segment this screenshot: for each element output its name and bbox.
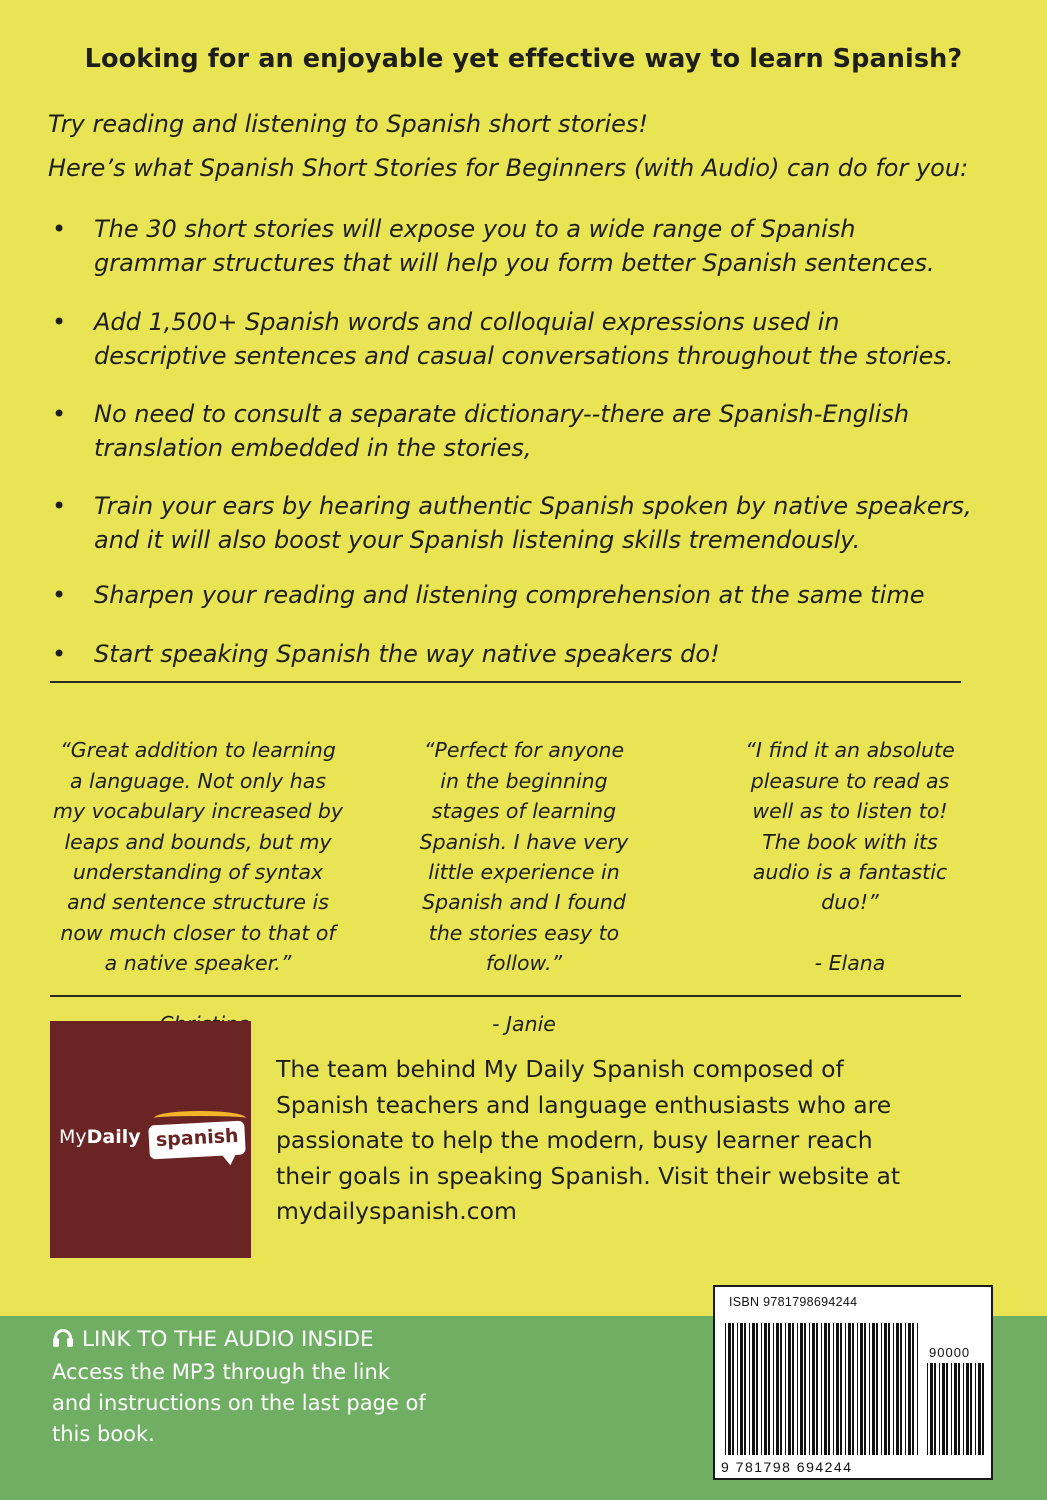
testimonial	[374, 705, 674, 1070]
bullet-icon: •	[52, 308, 67, 336]
barcode-bar	[869, 1323, 870, 1455]
list-item: Add 1,500+ Spanish words and colloquial expressions used in descriptive sentences and casual conversations throughout the stories.	[94, 308, 954, 370]
publisher-logo	[50, 1021, 251, 1258]
testimonial	[50, 705, 346, 1070]
list-item: The 30 short stories will expose you to a wide range of Spanish grammar structures that will help you form better Spanish sentences.	[94, 215, 935, 277]
barcode-bar	[905, 1323, 906, 1455]
isbn-barcode	[713, 1285, 993, 1480]
barcode-bar	[840, 1323, 842, 1455]
barcode-bar	[939, 1363, 940, 1455]
barcode-bar	[740, 1323, 743, 1455]
barcode-bar	[975, 1363, 976, 1455]
barcode-bar	[797, 1323, 798, 1455]
barcode-bar	[780, 1323, 782, 1455]
testimonial-quote: “Perfect for anyone in the beginning stages of learning Spanish. I have very little experience in Spanish and I found the stories easy to follow.”	[419, 738, 629, 976]
barcode-bar	[888, 1323, 890, 1455]
barcode-bar	[836, 1323, 839, 1455]
barcode-bar	[752, 1323, 755, 1455]
barcode-bar	[756, 1323, 758, 1455]
testimonial-quote: “I find it an absolute pleasure to read as well as to listen to! The book with its audio is a fantastic duo!”	[745, 738, 955, 915]
barcode-bars	[725, 1323, 919, 1455]
bullet-icon: •	[52, 215, 67, 243]
barcode-bar	[917, 1323, 918, 1455]
divider-top	[50, 681, 961, 683]
barcode-bar	[737, 1323, 738, 1455]
barcode-bar	[881, 1323, 882, 1455]
barcode-bar	[893, 1323, 894, 1455]
barcode-bar	[768, 1323, 770, 1455]
isbn-label: ISBN 9781798694244	[729, 1295, 858, 1309]
barcode-bar	[970, 1363, 972, 1455]
bullet-icon: •	[52, 640, 67, 668]
barcode-bar	[900, 1323, 902, 1455]
barcode-bar	[785, 1323, 786, 1455]
barcode-bar	[946, 1363, 948, 1455]
headline: Looking for an enjoyable yet effective way to learn Spanish?	[84, 44, 963, 74]
bullet-icon: •	[52, 581, 67, 609]
barcode-bar	[908, 1323, 911, 1455]
barcode-bar	[930, 1363, 933, 1455]
barcode-bar	[728, 1323, 731, 1455]
barcode-bar	[852, 1323, 854, 1455]
barcode-bar	[912, 1323, 914, 1455]
list-item: No need to consult a separate dictionary--there are Spanish-English translation embedded in the stories,	[94, 400, 910, 462]
barcode-bar	[951, 1363, 952, 1455]
barcode-bar	[764, 1323, 767, 1455]
barcode-bar	[864, 1323, 866, 1455]
barcode-bar	[963, 1363, 964, 1455]
logo-spanish-text: spanish	[155, 1124, 240, 1152]
barcode-bar	[845, 1323, 846, 1455]
bullet-icon: •	[52, 400, 67, 428]
barcode-bar	[978, 1363, 981, 1455]
barcode-bar	[958, 1363, 960, 1455]
barcode-bar	[857, 1323, 858, 1455]
headphones-icon	[52, 1328, 74, 1348]
barcode-bar	[809, 1323, 810, 1455]
barcode-bar	[824, 1323, 827, 1455]
divider-bottom	[50, 995, 961, 997]
testimonial-author: - Elana	[814, 951, 886, 976]
barcode-bar	[816, 1323, 818, 1455]
barcode-bar	[942, 1363, 945, 1455]
barcode-bar	[761, 1323, 762, 1455]
audio-description: Access the MP3 through the link and instructions on the last page of this book.	[52, 1360, 426, 1446]
testimonial-quote: “Great addition to learning a language. Not only has my vocabulary increased by leaps and bounds, but my understanding of syntax and sentence structure is now much closer to that of a native speaker.”	[53, 738, 343, 976]
barcode-bar	[725, 1323, 726, 1455]
logo-wordmark: MyDaily	[59, 1126, 141, 1148]
barcode-bar	[732, 1323, 734, 1455]
audio-heading: LINK TO THE AUDIO INSIDE	[52, 1327, 374, 1352]
barcode-bar	[896, 1323, 899, 1455]
intro-line: Here’s what Spanish Short Stories for Beginners (with Audio) can do for you:	[48, 154, 969, 182]
barcode-bar	[833, 1323, 834, 1455]
barcode-bar	[934, 1363, 936, 1455]
testimonial	[700, 705, 1000, 1009]
barcode-bar	[776, 1323, 779, 1455]
barcode-bar	[792, 1323, 794, 1455]
barcode-bar	[821, 1323, 822, 1455]
speech-bubble-icon	[148, 1121, 246, 1160]
barcode-bar	[954, 1363, 957, 1455]
barcode-bar	[804, 1323, 806, 1455]
barcode-bar	[884, 1323, 887, 1455]
barcode-bar	[848, 1323, 851, 1455]
barcode-bar	[800, 1323, 803, 1455]
price-code: 90000	[929, 1345, 971, 1360]
barcode-bar	[872, 1323, 875, 1455]
barcode-addon-bars	[927, 1363, 987, 1455]
barcode-bar	[828, 1323, 830, 1455]
barcode-bar	[966, 1363, 969, 1455]
barcode-bar	[749, 1323, 750, 1455]
barcode-bar	[812, 1323, 815, 1455]
barcode-bar	[982, 1363, 984, 1455]
about-publisher: The team behind My Daily Spanish composed of Spanish teachers and language enthusiasts who are passionate to help the modern, busy learner reach their goals in speaking Spanish. Visit their website at mydailyspanish.com	[276, 1055, 901, 1225]
barcode-bar	[927, 1363, 928, 1455]
barcode-bar	[876, 1323, 878, 1455]
list-item: Train your ears by hearing authentic Spanish spoken by native speakers, and it will also boost your Spanish listening skills tremendously.	[94, 492, 972, 554]
bullet-icon: •	[52, 492, 67, 520]
testimonial-author: - Janie	[492, 1012, 556, 1037]
barcode-bar	[860, 1323, 863, 1455]
list-item: Start speaking Spanish the way native speakers do!	[94, 640, 720, 668]
barcode-bar	[773, 1323, 774, 1455]
barcode-digits: 9 781798 694244	[721, 1459, 853, 1475]
intro-line: Try reading and listening to Spanish short stories!	[48, 110, 649, 138]
list-item: Sharpen your reading and listening comprehension at the same time	[94, 581, 925, 609]
barcode-bar	[744, 1323, 746, 1455]
barcode-bar	[788, 1323, 791, 1455]
